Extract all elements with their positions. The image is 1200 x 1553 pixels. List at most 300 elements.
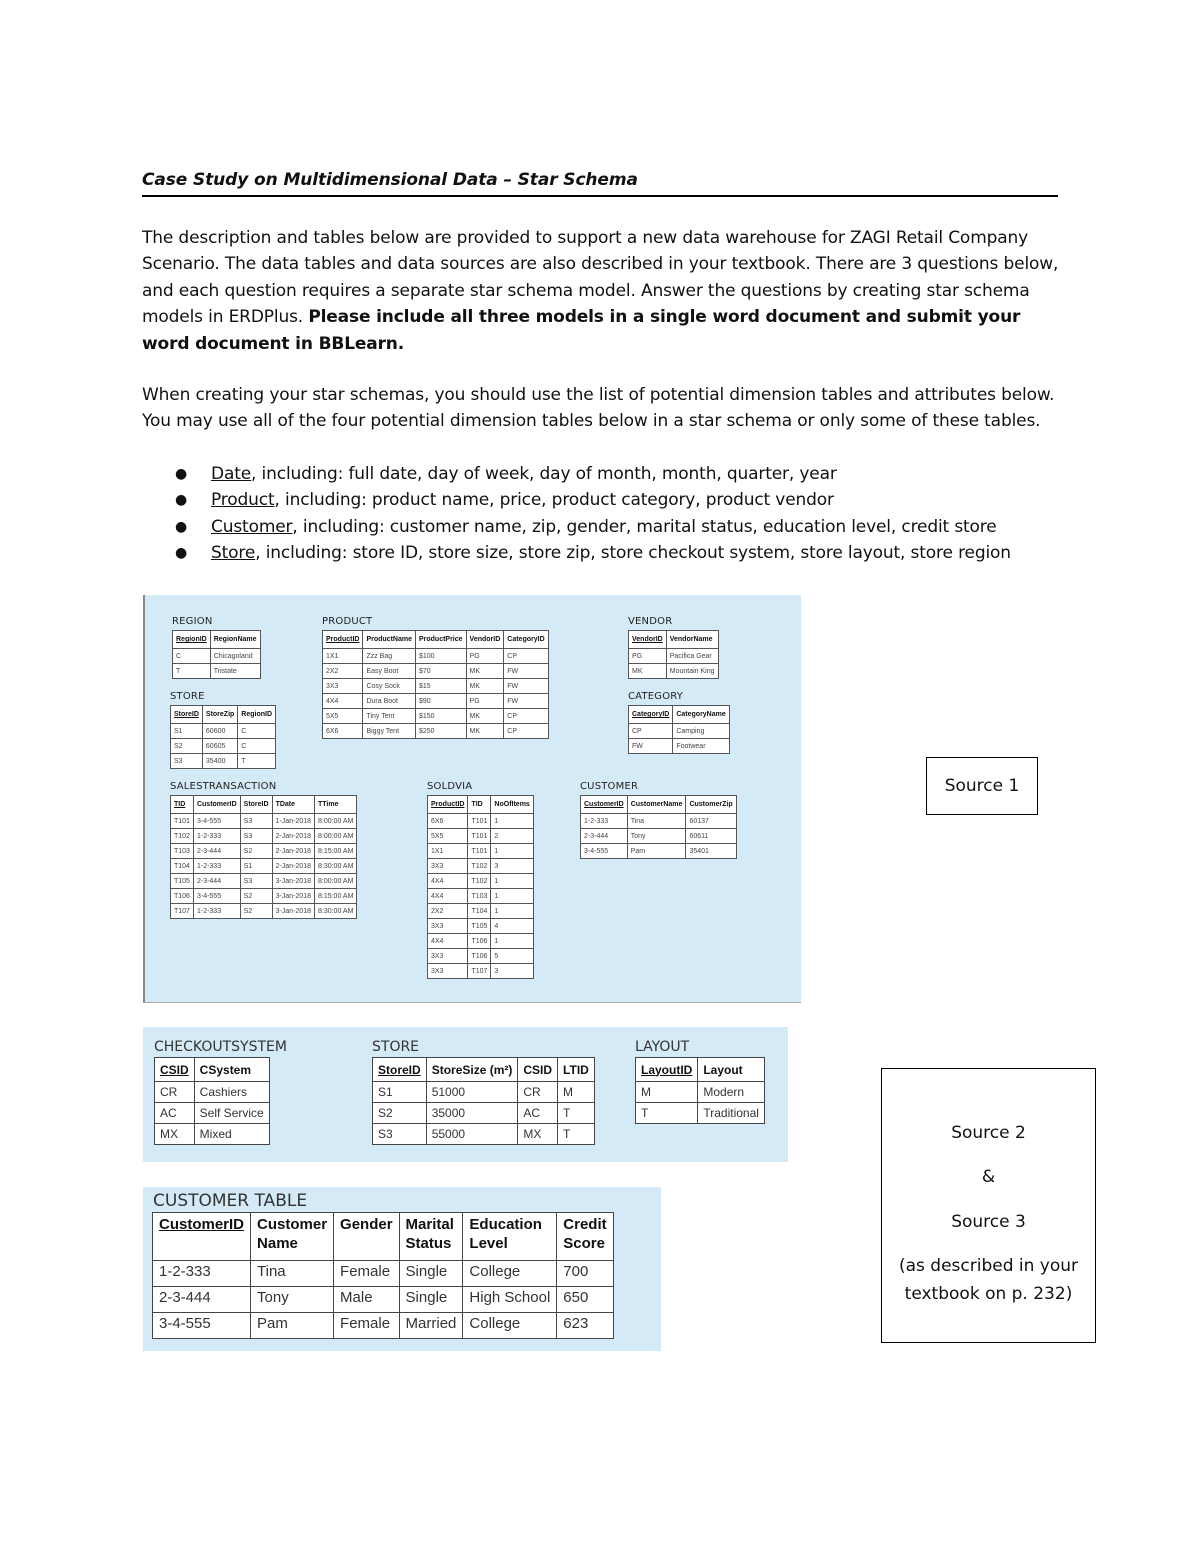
- table-cell: College: [463, 1313, 557, 1339]
- table-row: [171, 814, 357, 829]
- table-row: [428, 934, 534, 949]
- table-cell: 5X5: [323, 709, 363, 724]
- table-cell: 3-Jan-2018: [272, 889, 314, 904]
- table-cell: T: [173, 664, 211, 679]
- table-cell: S3: [240, 874, 272, 889]
- table-cell: Footwear: [673, 739, 729, 754]
- column-header: RegionID: [238, 706, 276, 724]
- header-row: [636, 1058, 765, 1082]
- list-item: [175, 514, 1075, 540]
- table-cell: T105: [171, 874, 194, 889]
- table-cell: Pam: [251, 1313, 334, 1339]
- table-title: CUSTOMER TABLE: [153, 1191, 308, 1211]
- table-cell: 3-4-555: [581, 844, 628, 859]
- table-row: [171, 724, 276, 739]
- table-cell: Modern: [698, 1082, 765, 1103]
- product-table: [322, 630, 549, 739]
- table-cell: Tiny Tent: [363, 709, 416, 724]
- source3-figure: [143, 1187, 661, 1351]
- column-header: LayoutID: [636, 1058, 698, 1082]
- table-cell: T101: [468, 844, 491, 859]
- textbook-page-note: textbook on p. 232): [904, 1284, 1073, 1304]
- table-cell: 1X1: [323, 649, 363, 664]
- table-cell: Cosy Sock: [363, 679, 416, 694]
- table-cell: 60137: [686, 814, 736, 829]
- table-row: [323, 664, 549, 679]
- table-cell: 60600: [202, 724, 237, 739]
- table-cell: 3-Jan-2018: [272, 874, 314, 889]
- column-header: VendorID: [466, 631, 504, 649]
- table-cell: T106: [171, 889, 194, 904]
- table-row: [373, 1103, 595, 1124]
- table-cell: 2-Jan-2018: [272, 859, 314, 874]
- table-cell: T105: [468, 919, 491, 934]
- table-cell: CR: [155, 1082, 195, 1103]
- table-cell: S2: [373, 1103, 427, 1124]
- column-header: Credit Score: [557, 1213, 613, 1261]
- ampersand-label: &: [981, 1167, 996, 1187]
- column-header: CSystem: [194, 1058, 269, 1082]
- table-cell: 650: [557, 1287, 613, 1313]
- store-table: [170, 705, 276, 769]
- dimension-name: Date: [211, 464, 252, 484]
- table-cell: Tony: [251, 1287, 334, 1313]
- table-cell: Tristate: [210, 664, 260, 679]
- table-title: STORE: [372, 1039, 420, 1055]
- table-cell: 1-2-333: [193, 829, 240, 844]
- table-cell: 55000: [426, 1124, 518, 1145]
- header-row: [629, 706, 730, 724]
- table-cell: Single: [399, 1261, 463, 1287]
- salestransaction-table: [170, 795, 357, 919]
- table-cell: 8:00:00 AM: [314, 814, 356, 829]
- table-cell: 4: [491, 919, 533, 934]
- table-row: [171, 889, 357, 904]
- table-row: [323, 694, 549, 709]
- table-cell: S3: [240, 829, 272, 844]
- table-cell: 4X4: [323, 694, 363, 709]
- header-row: [155, 1058, 270, 1082]
- table-cell: High School: [463, 1287, 557, 1313]
- column-header: VendorID: [629, 631, 667, 649]
- table-cell: 2X2: [428, 904, 468, 919]
- table-cell: CP: [504, 709, 548, 724]
- column-header: CSID: [155, 1058, 195, 1082]
- table-cell: MK: [629, 664, 667, 679]
- column-header: StoreID: [171, 706, 203, 724]
- table-cell: Female: [334, 1313, 400, 1339]
- table-cell: 1: [491, 874, 533, 889]
- table-cell: T107: [468, 964, 491, 979]
- table-cell: 8:00:00 AM: [314, 874, 356, 889]
- table-cell: 60605: [202, 739, 237, 754]
- table-row: [428, 859, 534, 874]
- table-cell: 8:15:00 AM: [314, 889, 356, 904]
- table-cell: Mountain King: [666, 664, 718, 679]
- table-cell: Traditional: [698, 1103, 765, 1124]
- table-title: SOLDVIA: [427, 781, 473, 792]
- list-item: [175, 540, 1075, 566]
- table-cell: T106: [468, 934, 491, 949]
- table-cell: Biggy Tent: [363, 724, 416, 739]
- column-header: RegionName: [210, 631, 260, 649]
- table-cell: M: [636, 1082, 698, 1103]
- table-row: [428, 844, 534, 859]
- table-cell: MK: [466, 724, 504, 739]
- source1-figure: [143, 595, 801, 1003]
- header-row: [323, 631, 549, 649]
- table-cell: Mixed: [194, 1124, 269, 1145]
- table-cell: 623: [557, 1313, 613, 1339]
- table-cell: Pam: [627, 844, 686, 859]
- table-cell: 4X4: [428, 934, 468, 949]
- table-cell: S3: [373, 1124, 427, 1145]
- column-header: StoreZip: [202, 706, 237, 724]
- list-item: [175, 487, 1075, 513]
- table-cell: Pacifica Gear: [666, 649, 718, 664]
- table-cell: C: [238, 724, 276, 739]
- table-cell: 8:30:00 AM: [314, 904, 356, 919]
- table-row: [171, 844, 357, 859]
- table-cell: 51000: [426, 1082, 518, 1103]
- table-row: [581, 829, 737, 844]
- table-cell: T102: [468, 859, 491, 874]
- table-cell: Zzz Bag: [363, 649, 416, 664]
- table-title: PRODUCT: [322, 616, 373, 627]
- table-cell: 35000: [426, 1103, 518, 1124]
- table-row: [636, 1103, 765, 1124]
- dimension-desc: , including: product name, price, product category, product vendor: [274, 490, 834, 511]
- column-header: CategoryName: [673, 706, 729, 724]
- table-row: [428, 814, 534, 829]
- table-row: [629, 664, 719, 679]
- table-cell: $150: [415, 709, 466, 724]
- table-cell: MK: [466, 679, 504, 694]
- bullet-icon: ●: [175, 466, 188, 482]
- bullet-icon: ●: [175, 518, 188, 535]
- table-cell: FW: [504, 694, 548, 709]
- soldvia-table: [427, 795, 534, 979]
- source1-label: Source 1: [944, 776, 1020, 796]
- table-cell: T104: [171, 859, 194, 874]
- table-row: [171, 874, 357, 889]
- table-cell: $15: [415, 679, 466, 694]
- table-cell: MX: [518, 1124, 558, 1145]
- table-cell: 35401: [686, 844, 736, 859]
- table-cell: Chicagoland: [210, 649, 260, 664]
- table-cell: $250: [415, 724, 466, 739]
- column-header: StoreSize (m²): [426, 1058, 518, 1082]
- table-cell: 8:15:00 AM: [314, 844, 356, 859]
- table-cell: S1: [373, 1082, 427, 1103]
- table-cell: 2-3-444: [581, 829, 628, 844]
- bullet-icon: ●: [175, 545, 188, 562]
- table-cell: Tina: [627, 814, 686, 829]
- source23-label-box: [881, 1068, 1096, 1343]
- table-cell: 1-2-333: [581, 814, 628, 829]
- table-cell: 3X3: [428, 919, 468, 934]
- table-cell: Male: [334, 1287, 400, 1313]
- header-row: [581, 796, 737, 814]
- source1-label-box: [926, 757, 1038, 815]
- header-row: [171, 706, 276, 724]
- table-cell: 2-3-444: [193, 874, 240, 889]
- table-title: VENDOR: [628, 616, 673, 627]
- table-cell: Married: [399, 1313, 463, 1339]
- table-row: [428, 889, 534, 904]
- column-header: StoreID: [240, 796, 272, 814]
- table-cell: Dura Boot: [363, 694, 416, 709]
- table-cell: 1X1: [428, 844, 468, 859]
- column-header: Marital Status: [399, 1213, 463, 1261]
- column-header: Education Level: [463, 1213, 557, 1261]
- table-row: [629, 739, 730, 754]
- column-header: ProductPrice: [415, 631, 466, 649]
- list-item: [175, 461, 1075, 487]
- table-cell: 8:30:00 AM: [314, 859, 356, 874]
- table-row: [173, 664, 261, 679]
- table-cell: 1-2-333: [193, 859, 240, 874]
- table-cell: S2: [240, 844, 272, 859]
- table-cell: CP: [504, 724, 548, 739]
- table-cell: 4X4: [428, 874, 468, 889]
- table-title: CHECKOUTSYSTEM: [154, 1039, 287, 1055]
- table-cell: T106: [468, 949, 491, 964]
- table-cell: AC: [155, 1103, 195, 1124]
- table-cell: Self Service: [194, 1103, 269, 1124]
- table-cell: AC: [518, 1103, 558, 1124]
- table-row: [155, 1082, 270, 1103]
- column-header: Customer Name: [251, 1213, 334, 1261]
- dimension-name: Store: [211, 543, 256, 564]
- column-header: TID: [468, 796, 491, 814]
- table-row: [428, 949, 534, 964]
- table-cell: 60611: [686, 829, 736, 844]
- table-row: [155, 1103, 270, 1124]
- table-row: [373, 1082, 595, 1103]
- table-cell: C: [238, 739, 276, 754]
- column-header: ProductID: [323, 631, 363, 649]
- table-cell: 2-Jan-2018: [272, 829, 314, 844]
- table-cell: 5: [491, 949, 533, 964]
- table-cell: 2-3-444: [153, 1287, 251, 1313]
- table-row: [629, 724, 730, 739]
- table-cell: PG: [466, 649, 504, 664]
- column-header: CustomerZip: [686, 796, 736, 814]
- header-row: [173, 631, 261, 649]
- table-cell: T: [558, 1124, 595, 1145]
- column-header: CategoryID: [504, 631, 548, 649]
- table-cell: Tina: [251, 1261, 334, 1287]
- table-cell: $100: [415, 649, 466, 664]
- table-cell: Easy Boot: [363, 664, 416, 679]
- column-header: TDate: [272, 796, 314, 814]
- table-title: CATEGORY: [628, 691, 684, 702]
- table-cell: 3-4-555: [193, 889, 240, 904]
- table-row: [173, 649, 261, 664]
- table-cell: M: [558, 1082, 595, 1103]
- bullet-icon: ●: [175, 492, 188, 509]
- dimension-name: Product: [211, 490, 275, 511]
- table-row: [323, 724, 549, 739]
- dimension-instructions: When creating your star schemas, you should use the list of potential dimension tables and attributes below. You may use all of the four potential dimension tables below in a star schema or only some of these tables.: [142, 385, 1055, 432]
- column-header: NoOfItems: [491, 796, 533, 814]
- table-cell: S3: [171, 754, 203, 769]
- column-header: Layout: [698, 1058, 765, 1082]
- table-cell: Tony: [627, 829, 686, 844]
- table-cell: T101: [171, 814, 194, 829]
- table-cell: S2: [171, 739, 203, 754]
- table-cell: 2X2: [323, 664, 363, 679]
- table-cell: PG: [629, 649, 667, 664]
- table-cell: 3-4-555: [153, 1313, 251, 1339]
- source3-label: Source 3: [951, 1212, 1026, 1232]
- table-row: [171, 904, 357, 919]
- table-row: [153, 1313, 614, 1339]
- table-title: REGION: [172, 616, 213, 627]
- table-cell: FW: [504, 679, 548, 694]
- table-cell: 1: [491, 904, 533, 919]
- column-header: TTime: [314, 796, 356, 814]
- table-cell: T103: [468, 889, 491, 904]
- table-cell: 3: [491, 859, 533, 874]
- table-cell: 2: [491, 829, 533, 844]
- table-cell: 1: [491, 889, 533, 904]
- table-cell: CR: [518, 1082, 558, 1103]
- table-cell: MX: [155, 1124, 195, 1145]
- table-cell: 3X3: [323, 679, 363, 694]
- table-row: [323, 649, 549, 664]
- customer-table: [580, 795, 737, 859]
- table-cell: FW: [504, 664, 548, 679]
- table-cell: MK: [466, 664, 504, 679]
- table-cell: S2: [240, 904, 272, 919]
- column-header: TID: [171, 796, 194, 814]
- table-cell: PG: [466, 694, 504, 709]
- table-row: [171, 754, 276, 769]
- header-row: [428, 796, 534, 814]
- table-row: [171, 739, 276, 754]
- table-cell: S1: [171, 724, 203, 739]
- table-cell: $70: [415, 664, 466, 679]
- table-cell: CP: [629, 724, 673, 739]
- table-cell: T: [558, 1103, 595, 1124]
- table-row: [428, 904, 534, 919]
- column-header: CustomerID: [193, 796, 240, 814]
- table-cell: CP: [504, 649, 548, 664]
- table-cell: T: [636, 1103, 698, 1124]
- dimension-desc: , including: full date, day of week, day of month, month, quarter, year: [251, 464, 837, 484]
- table-row: [171, 829, 357, 844]
- column-header: CategoryID: [629, 706, 673, 724]
- table-row: [153, 1261, 614, 1287]
- table-cell: Cashiers: [194, 1082, 269, 1103]
- checkoutsystem-table: [154, 1057, 270, 1145]
- table-cell: 1: [491, 844, 533, 859]
- table-cell: S3: [240, 814, 272, 829]
- store-size-table: [372, 1057, 595, 1145]
- column-header: ProductName: [363, 631, 416, 649]
- table-cell: T101: [468, 814, 491, 829]
- table-cell: Single: [399, 1287, 463, 1313]
- header-row: [171, 796, 357, 814]
- table-cell: 1-2-333: [193, 904, 240, 919]
- column-header: CustomerID: [581, 796, 628, 814]
- table-row: [373, 1124, 595, 1145]
- header-row: [629, 631, 719, 649]
- layout-table: [635, 1057, 765, 1124]
- table-cell: 700: [557, 1261, 613, 1287]
- table-row: [581, 814, 737, 829]
- column-header: RegionID: [173, 631, 211, 649]
- table-cell: 8:00:00 AM: [314, 829, 356, 844]
- table-cell: 2-3-444: [193, 844, 240, 859]
- intro-text: The description and tables below are provided to support a new data warehouse for ZAGI Retail Company Scenario. The data tables and data sources are also described in your textbook. There are 3 questions below, and each question requires a separate star schema model. Answer the questions by creating star schema models in ERDPlus.: [142, 228, 1059, 328]
- intro-bold-instruction: Please include all three models in a single word document and submit your word document in BBLearn.: [142, 307, 1021, 354]
- column-header: Gender: [334, 1213, 400, 1261]
- table-row: [629, 649, 719, 664]
- table-row: [428, 919, 534, 934]
- table-cell: FW: [629, 739, 673, 754]
- table-cell: 3X3: [428, 964, 468, 979]
- column-header: CustomerID: [153, 1213, 251, 1261]
- table-cell: 3: [491, 964, 533, 979]
- table-row: [323, 679, 549, 694]
- table-cell: MK: [466, 709, 504, 724]
- intro-paragraph: [142, 225, 1062, 357]
- column-header: LTID: [558, 1058, 595, 1082]
- table-cell: T104: [468, 904, 491, 919]
- table-cell: T107: [171, 904, 194, 919]
- table-row: [171, 859, 357, 874]
- table-row: [581, 844, 737, 859]
- table-cell: Camping: [673, 724, 729, 739]
- table-title: CUSTOMER: [580, 781, 639, 792]
- source2-label: Source 2: [951, 1123, 1026, 1143]
- table-row: [323, 709, 549, 724]
- vendor-table: [628, 630, 719, 679]
- column-header: CustomerName: [627, 796, 686, 814]
- table-cell: College: [463, 1261, 557, 1287]
- table-cell: T103: [171, 844, 194, 859]
- table-cell: T: [238, 754, 276, 769]
- table-cell: 2-Jan-2018: [272, 844, 314, 859]
- table-title: SALESTRANSACTION: [170, 781, 277, 792]
- region-table: [172, 630, 261, 679]
- table-cell: T101: [468, 829, 491, 844]
- table-cell: $90: [415, 694, 466, 709]
- textbook-note: (as described in your: [898, 1256, 1079, 1276]
- column-header: ProductID: [428, 796, 468, 814]
- table-row: [153, 1287, 614, 1313]
- table-cell: S1: [240, 859, 272, 874]
- table-cell: Female: [334, 1261, 400, 1287]
- table-cell: S2: [240, 889, 272, 904]
- table-cell: 1: [491, 814, 533, 829]
- table-row: [428, 964, 534, 979]
- table-cell: 5X5: [428, 829, 468, 844]
- dimension-desc: , including: customer name, zip, gender, marital status, education level, credit store: [292, 516, 997, 537]
- table-cell: C: [173, 649, 211, 664]
- document-title: Case Study on Multidimensional Data – Star Schema: [142, 170, 1058, 197]
- table-title: STORE: [170, 691, 205, 702]
- table-row: [428, 874, 534, 889]
- table-title: LAYOUT: [635, 1039, 690, 1055]
- table-cell: 3X3: [428, 859, 468, 874]
- table-row: [155, 1124, 270, 1145]
- table-cell: 4X4: [428, 889, 468, 904]
- table-cell: 1-2-333: [153, 1261, 251, 1287]
